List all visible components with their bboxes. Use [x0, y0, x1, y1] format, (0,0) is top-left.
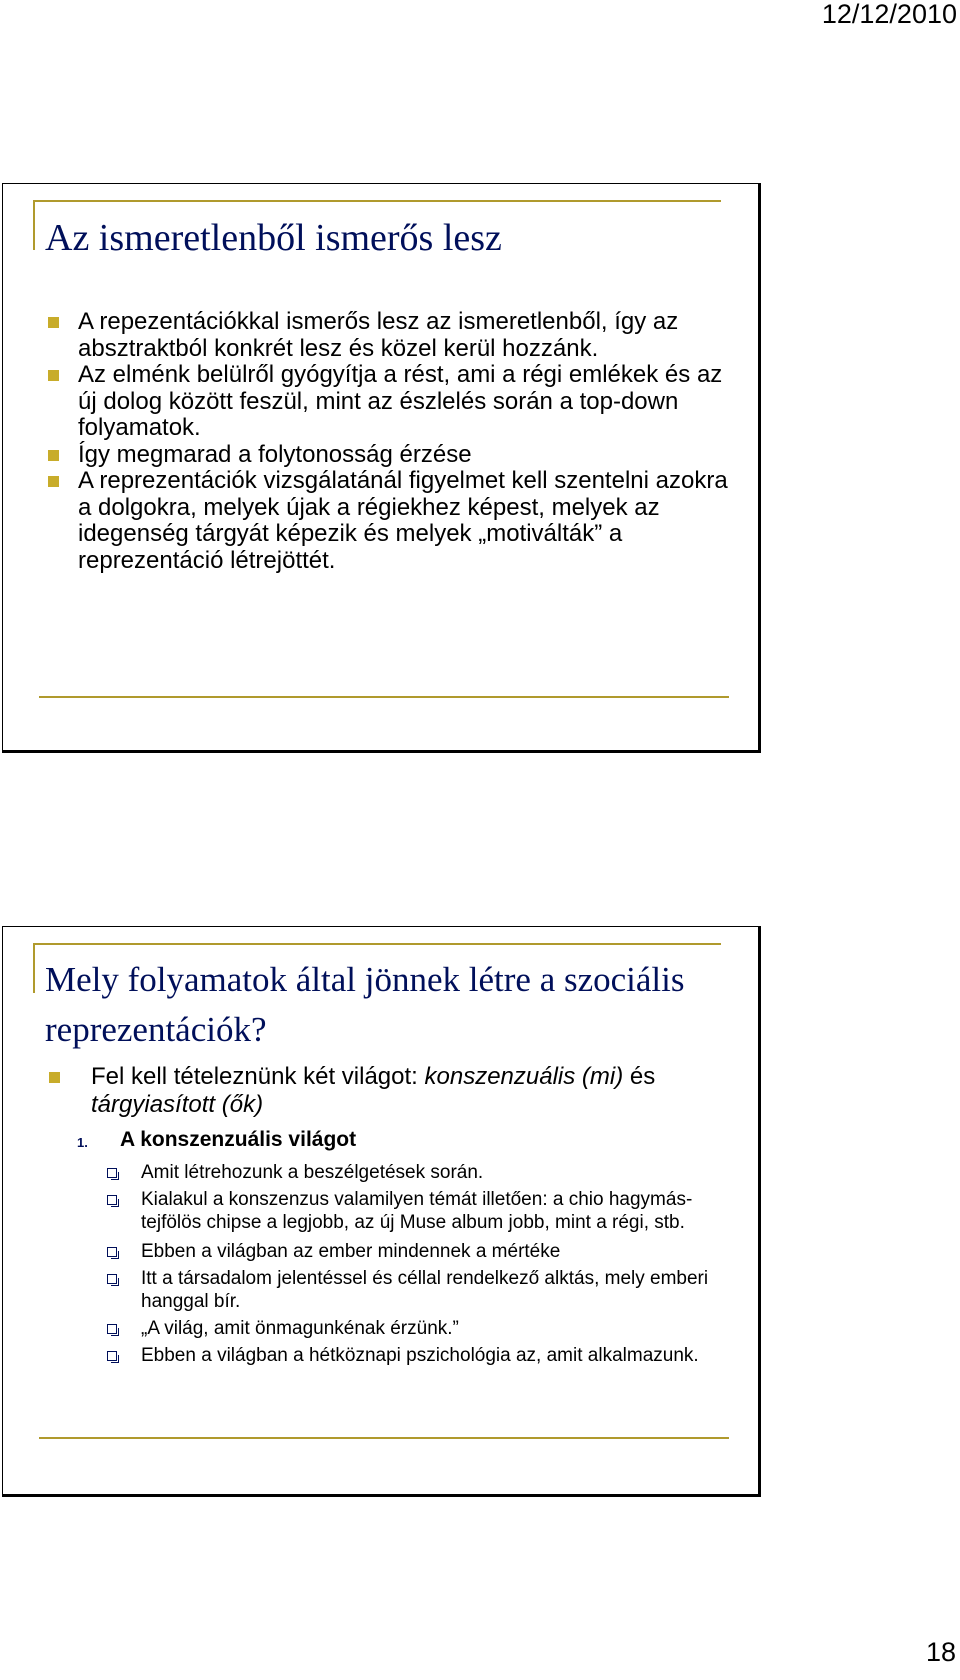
sub-item-text: „A világ, amit önmagunkénak érzünk.” [141, 1318, 459, 1339]
numbered-list [77, 1127, 737, 1153]
bullet-emphasis-consensual: konszenzuális (mi) [424, 1063, 624, 1090]
title-rule-vertical [33, 943, 35, 993]
bullet-item [46, 309, 736, 362]
sub-item-text: Amit létrehozunk a beszélgetések során. [141, 1162, 484, 1183]
checkbox-bullet-icon [107, 1274, 117, 1284]
checkbox-bullet-icon [107, 1168, 117, 1178]
square-bullet-icon [48, 450, 59, 461]
header-date: 12/12/2010 [821, 0, 957, 29]
checkbox-bullet-icon [107, 1195, 117, 1205]
title-rule-vertical [33, 200, 35, 250]
sub-list-item [107, 1188, 727, 1234]
slide-2-title: Mely folyamatok által jönnek létre a szociális reprezentációk? [45, 960, 685, 1049]
square-bullet-icon [48, 370, 59, 381]
checkbox-bullet-icon [107, 1247, 117, 1257]
title-rule [33, 943, 721, 945]
square-bullet-icon [48, 476, 59, 487]
sub-list-item [107, 1267, 727, 1313]
bullet-text: Az elménk belülről gyógyítja a rést, ami a régi emlékek és az új dolog között feszül, mint az észlelés során a top-down folyamatok. [78, 361, 723, 441]
footer-rule [39, 1437, 729, 1439]
numbered-item-text: A konszenzuális világot [120, 1128, 357, 1151]
sub-item-text: Kialakul a konszenzus valamilyen témát illetően: a chio hagymás-tejfölös chipse a legjobb, az új Muse album jobb, mint a régi, stb. [141, 1189, 693, 1233]
slide-1-title: Az ismeretlenből ismerős lesz [45, 217, 502, 259]
slide-2-bullet-list [46, 1063, 746, 1119]
sub-list-item [107, 1161, 727, 1184]
bullet-text: Így megmarad a folytonosság érzése [78, 440, 472, 468]
square-bullet-icon [49, 1072, 60, 1083]
slide-1 [2, 183, 761, 753]
slide-1-bullet-list [46, 309, 736, 574]
bullet-item [46, 1063, 746, 1119]
bullet-prefix: Fel kell tételeznünk két világot: [91, 1063, 425, 1090]
square-bullet-icon [48, 317, 59, 328]
bullet-text: A repezentációkkal ismerős lesz az ismeretlenből, így az absztraktból konkrét lesz és közel kerül hozzánk. [78, 308, 679, 362]
checkbox-bullet-icon [107, 1324, 117, 1334]
footer-rule [39, 696, 729, 698]
sub-item-text: Ebben a világban a hétköznapi pszichológia az, amit alkalmazunk. [141, 1345, 699, 1366]
title-rule [33, 200, 721, 202]
bullet-connector: és [623, 1063, 656, 1090]
sub-bullet-list [107, 1161, 727, 1371]
checkbox-bullet-icon [107, 1351, 117, 1361]
bullet-item [46, 468, 736, 574]
bullet-item [46, 362, 736, 442]
bullet-item [46, 442, 736, 469]
page-number: 18 [925, 1637, 956, 1667]
sub-list-item [107, 1317, 727, 1340]
bullet-emphasis-reified: tárgyiasított (ők) [91, 1091, 264, 1118]
sub-list-item [107, 1240, 727, 1263]
sub-list-item [107, 1344, 727, 1367]
slide-2 [2, 926, 761, 1497]
number-marker: 1. [77, 1135, 88, 1150]
sub-item-text: Itt a társadalom jelentéssel és céllal rendelkező alktás, mely emberi hanggal bír. [141, 1268, 709, 1312]
bullet-text: A reprezentációk vizsgálatánál figyelmet kell szentelni azokra a dolgokra, melyek újak a régiekhez képest, melyek az idegenség tárgyát képezik és melyek „motiválták” a reprezentáció létrejöttét. [78, 467, 728, 574]
sub-item-text: Ebben a világban az ember mindennek a mértéke [141, 1241, 561, 1262]
numbered-item [77, 1127, 737, 1153]
